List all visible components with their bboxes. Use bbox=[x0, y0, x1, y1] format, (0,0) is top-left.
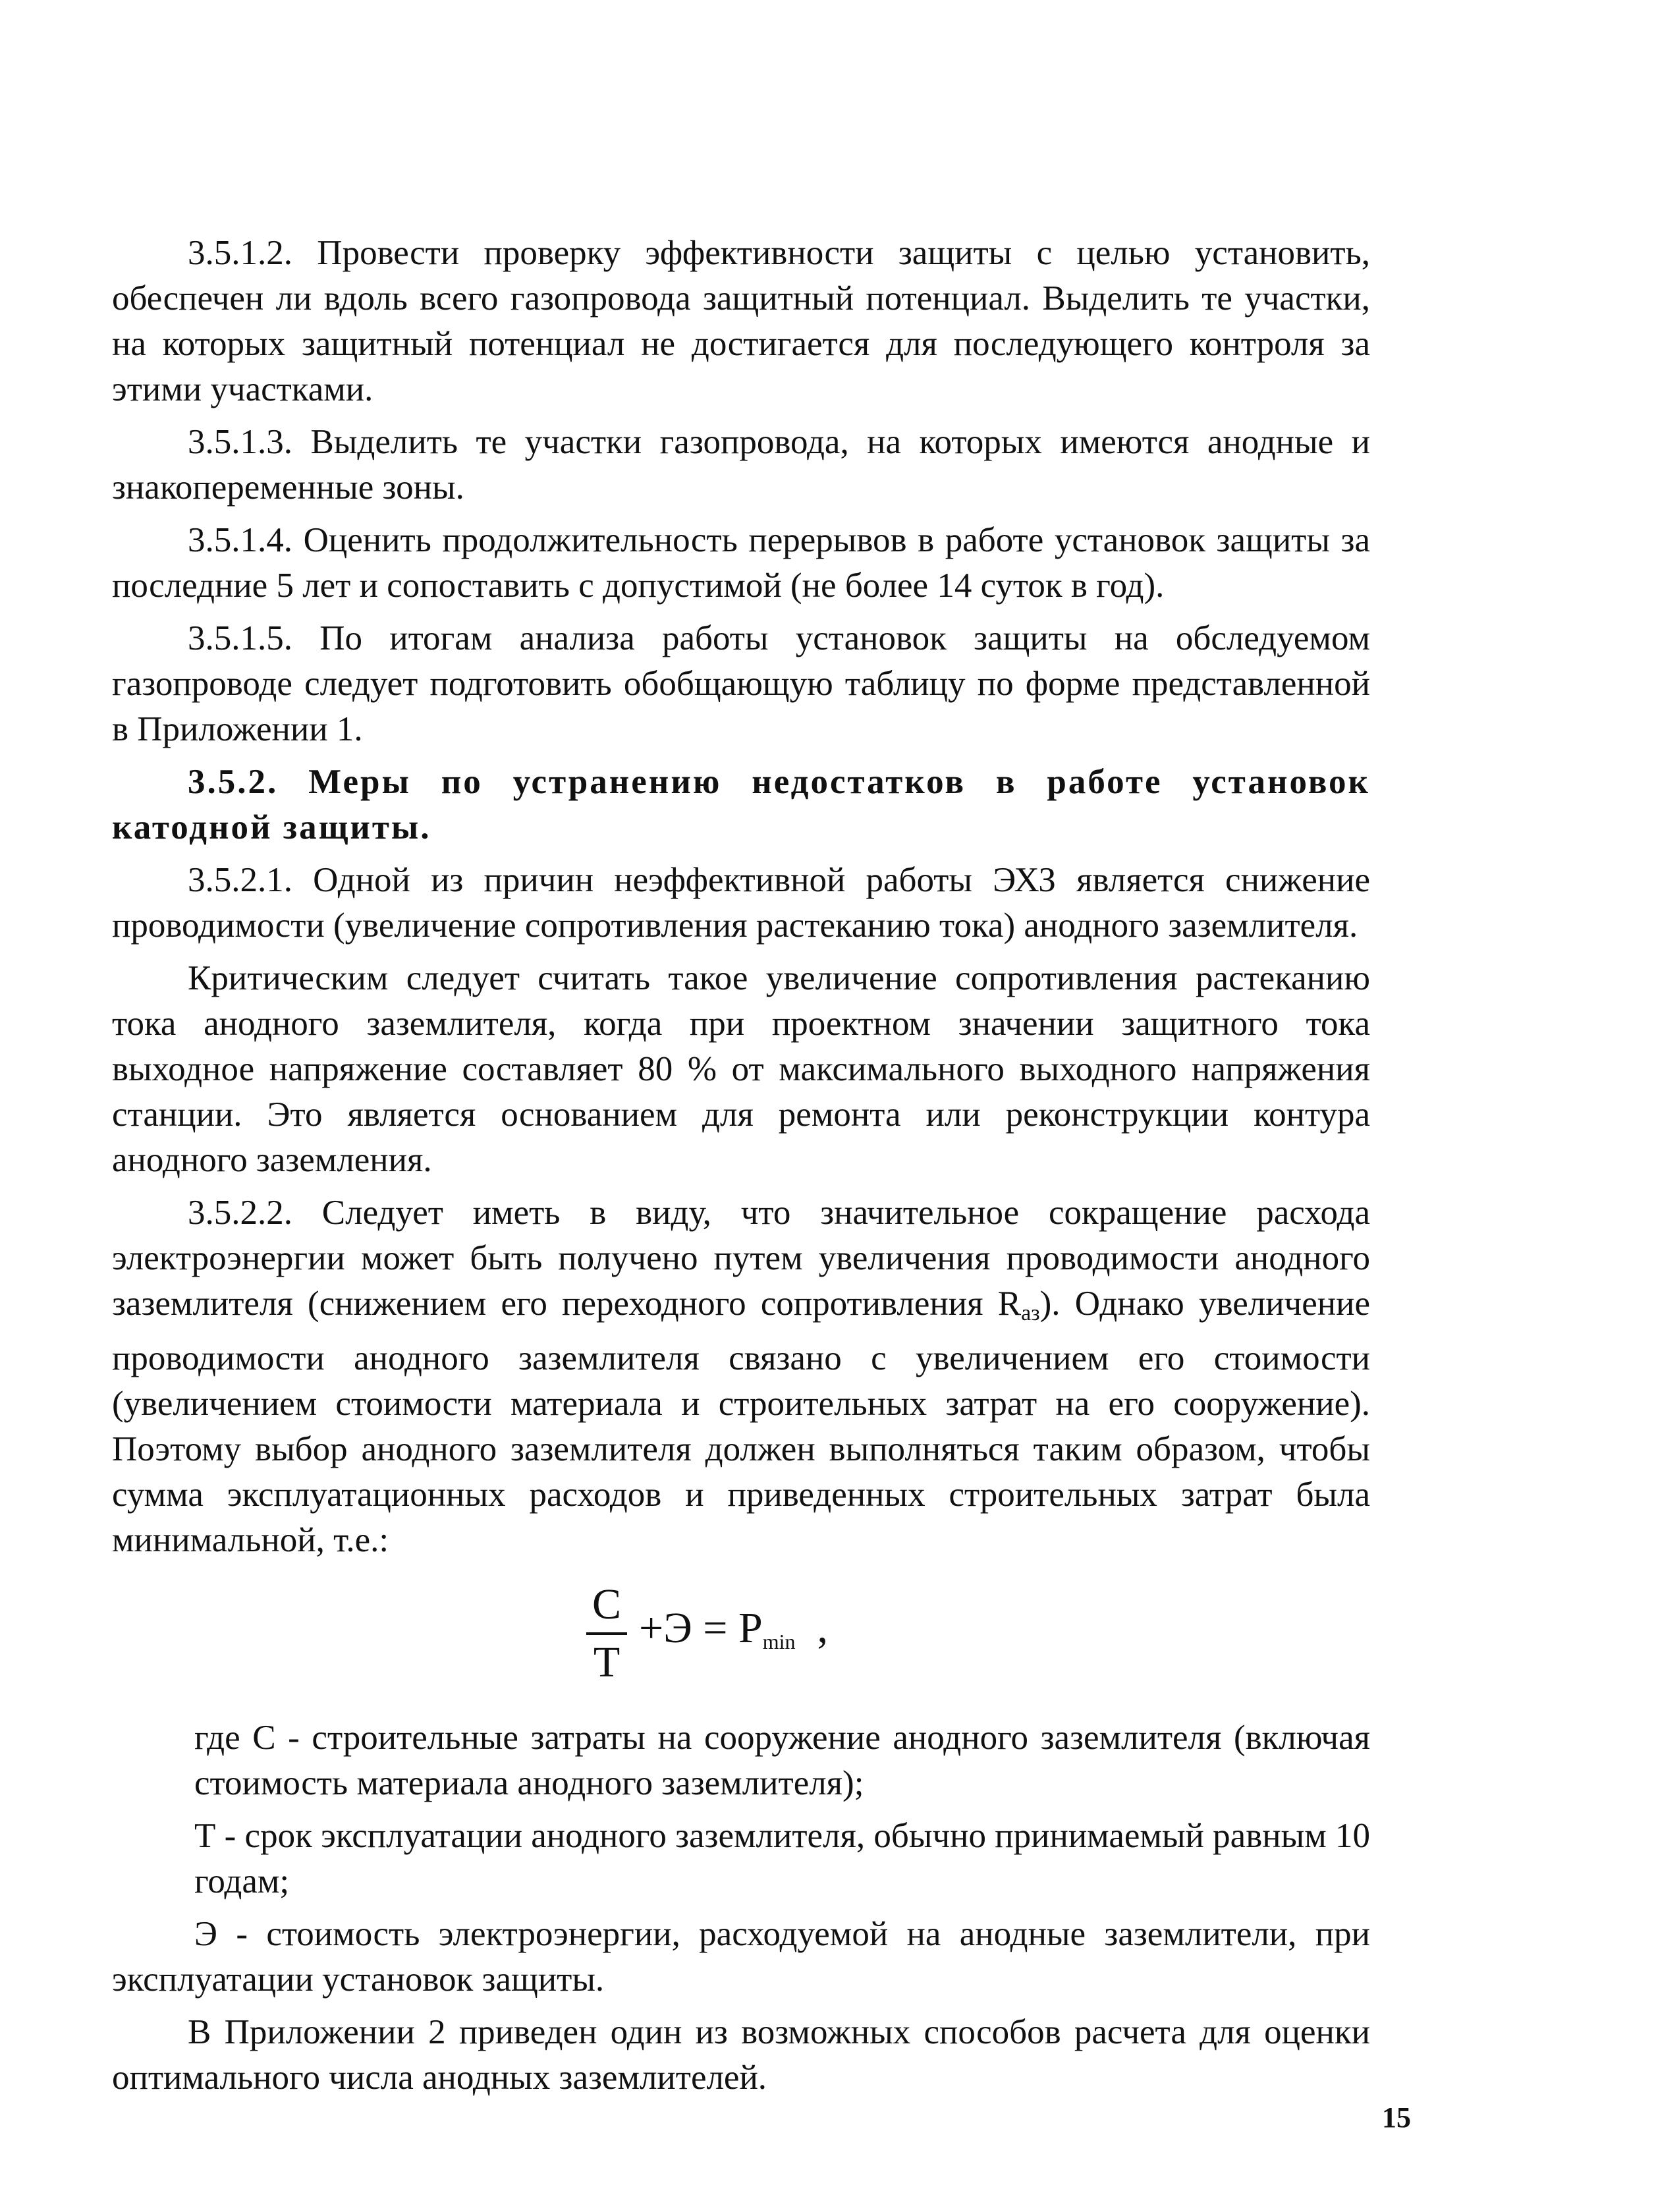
section-heading-3-5-2: 3.5.2. Меры по устранению недостатков в работе установок катодной защиты. bbox=[112, 763, 1370, 846]
formula-numerator: С bbox=[592, 1580, 622, 1628]
paragraph-3-5-1-3: 3.5.1.3. Выделить те участки газопровода, на которых имеются анодные и знакопеременные зоны. bbox=[112, 423, 1370, 507]
paragraph-3-5-1-2: 3.5.1.2. Провести проверку эффективности защиты с целью установить, обеспечен ли вдоль всего газопровода защитный потенциал. Выделить те участки, на которых защитный потенциал не достигается для последующего контроля за этими участками. bbox=[112, 234, 1370, 408]
paragraph-3-5-2-1: 3.5.2.1. Одной из причин неэффективной работы ЭХЗ является снижение проводимости (увеличение сопротивления растеканию тока) анодного заземлителя. bbox=[112, 861, 1370, 945]
page-number: 15 bbox=[1382, 2101, 1411, 2134]
formula-comma: , bbox=[817, 1604, 829, 1652]
fraction-bar bbox=[586, 1632, 627, 1635]
formula-subscript: min bbox=[762, 1630, 796, 1653]
formula-fraction bbox=[586, 1578, 627, 1689]
definition-e: Э - стоимость электроэнергии, расходуемой на анодные заземлители, при эксплуатации установок защиты. bbox=[112, 1915, 1370, 1999]
definition-c: где С - строительные затраты на сооружение анодного заземлителя (включая стоимость материала анодного заземлителя); bbox=[194, 1719, 1370, 1802]
formula-expression: +Э = P bbox=[639, 1604, 763, 1652]
paragraph-3-5-1-4: 3.5.1.4. Оценить продолжительность перерывов в работе установок защиты за последние 5 лет и сопоставить с допустимой (не более 14 суток в год). bbox=[112, 521, 1370, 605]
resistance-subscript: аз bbox=[1021, 1301, 1040, 1325]
definition-t: Т - срок эксплуатации анодного заземлителя, обычно принимаемый равным 10 годам; bbox=[194, 1817, 1370, 1900]
paragraph-3-5-1-5: 3.5.1.5. По итогам анализа работы установок защиты на обследуемом газопроводе следует подготовить обобщающую таблицу по форме представленной в Приложении 1. bbox=[112, 619, 1370, 748]
paragraph-3-5-2-2-before: 3.5.2.2. Следует иметь в виду, что значительное сокращение расхода электроэнергии может быть получено путем увеличения проводимости анодного заземлителя (снижением его переходного сопротивления R bbox=[112, 1194, 1370, 1323]
formula-rest bbox=[639, 1602, 828, 1668]
cost-formula bbox=[112, 1570, 1370, 1702]
formula-denominator: Т bbox=[593, 1638, 621, 1686]
page-body bbox=[112, 231, 1370, 2108]
closing-paragraph: В Приложении 2 приведен один из возможных способов расчета для оценки оптимального числа анодных заземлителей. bbox=[112, 2013, 1370, 2097]
paragraph-3-5-2-2-after: ). Однако увеличение проводимости анодного заземлителя связано с увеличением его стоимости (увеличением стоимости материала и строительных затрат на его сооружение). Поэтому выбор анодного заземлителя должен выполняться таким образом, чтобы сумма эксплуатационных расходов и приведенных строительных затрат была минимальной, т.е.: bbox=[112, 1285, 1370, 1559]
formula-definitions bbox=[112, 1715, 1370, 2003]
paragraph-critical-resistance: Критическим следует считать такое увеличение сопротивления растеканию тока анодного заземлителя, когда при проектном значении защитного тока выходное напряжение составляет 80 % от максимального выходного напряжения станции. Это является основанием для ремонта или реконструкции контура анодного заземления. bbox=[112, 959, 1370, 1179]
paragraph-3-5-2-2 bbox=[112, 1190, 1370, 1563]
